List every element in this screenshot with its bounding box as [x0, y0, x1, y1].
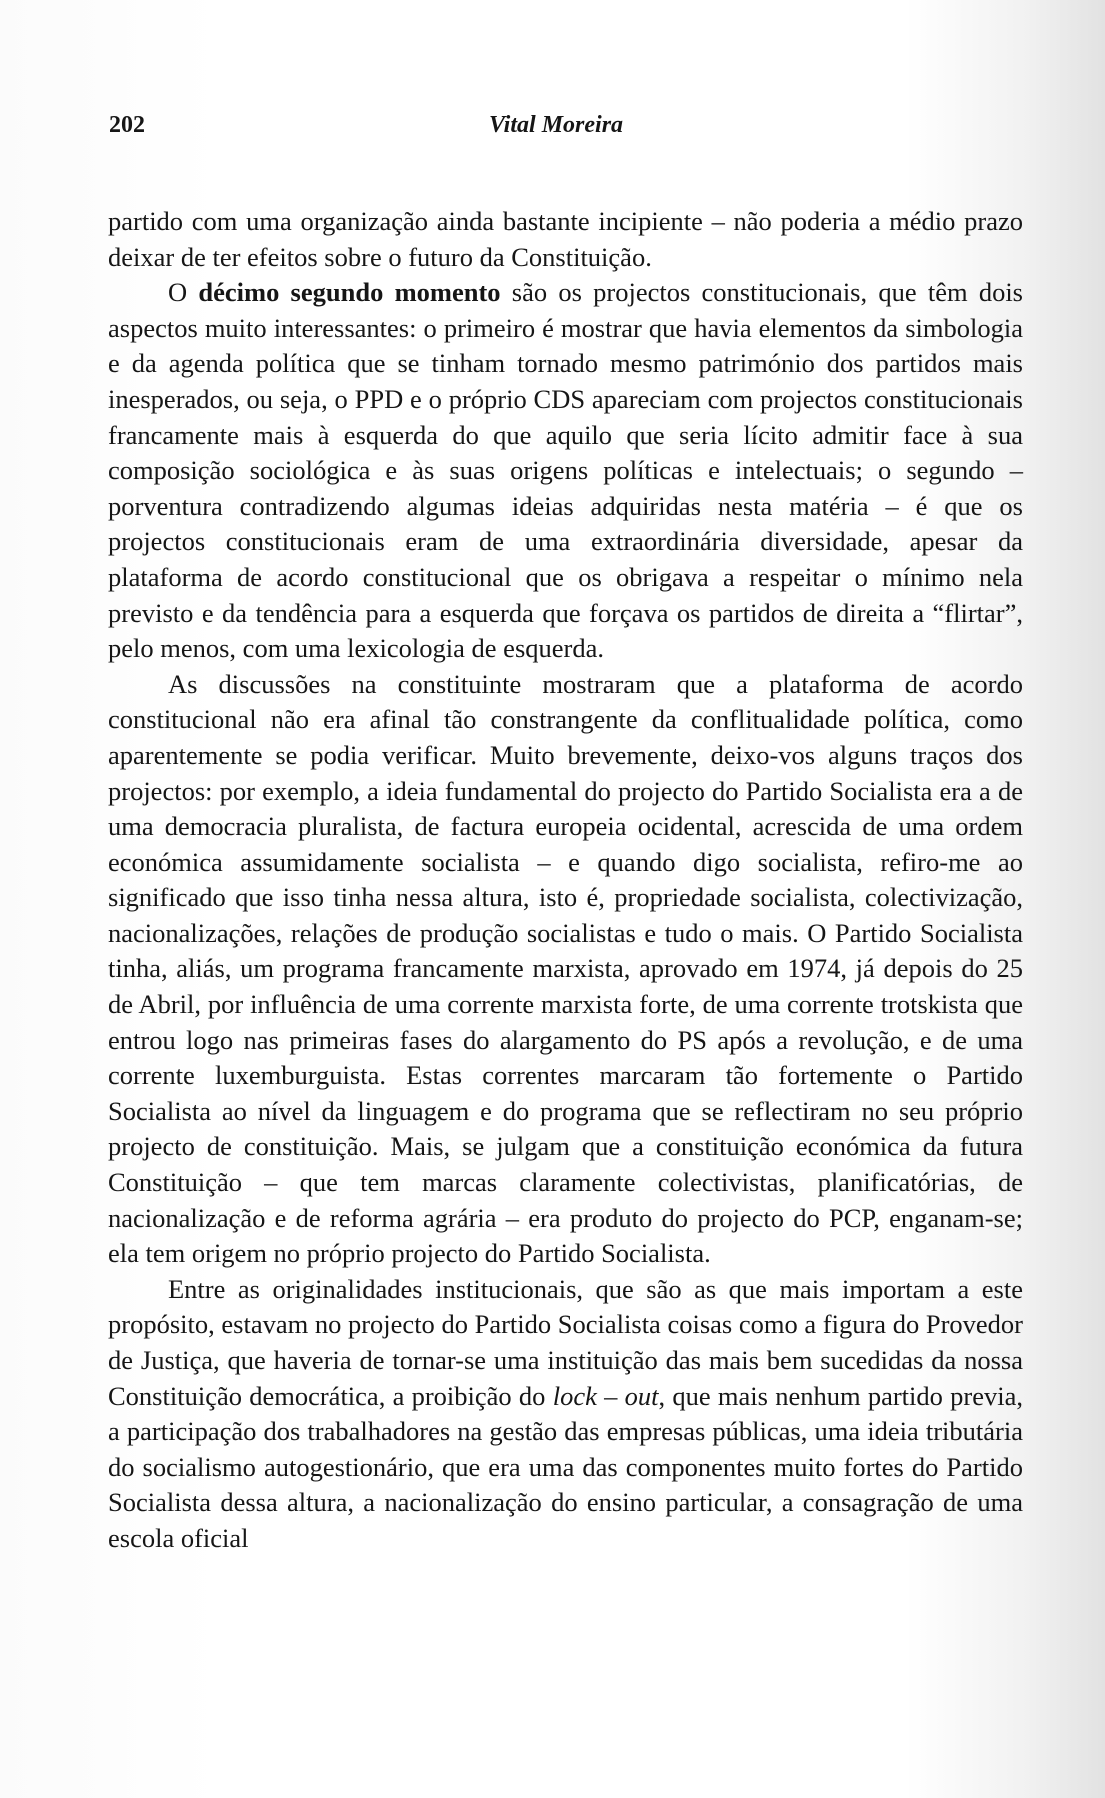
paragraph-4	[108, 1272, 1023, 1557]
page-header	[109, 112, 1019, 144]
text-segment: O	[168, 277, 199, 308]
text-segment: Entre as originalidades institucionais, que são as que mais importam a este propósito, estavam no projecto do Partido Socialista coisas como a figura do Provedor de Justiça, que haveria de tornar-se uma instituição das mais bem sucedidas da nossa Constituição democrática, a proibição do	[108, 1273, 1023, 1411]
body-text	[108, 204, 1023, 1557]
running-head-author: Vital Moreira	[489, 112, 624, 138]
paragraph-3	[108, 667, 1023, 1272]
page-number: 202	[109, 112, 145, 138]
bold-phrase: décimo segundo momento	[198, 277, 501, 308]
paragraph-2	[108, 275, 1023, 667]
text-segment: , que mais nenhum partido previa, a participação dos trabalhadores na gestão das empresas públicas, uma ideia tributária do socialismo autogestionário, que era uma das componentes muito fortes do Partido Socialista dessa altura, a nacionalização do ensino particular, a consagração de uma escola oficial	[108, 1380, 1023, 1553]
text-segment: partido com uma organização ainda bastante incipiente – não poderia a médio prazo deixar de ter efeitos sobre o futuro da Constituição.	[108, 206, 1023, 272]
italic-phrase: lock – out	[552, 1380, 659, 1411]
paragraph-1	[108, 204, 1023, 275]
text-segment: As discussões na constituinte mostraram que a plataforma de acordo constitucional não era afinal tão constrangente da conflitualidade política, como aparentemente se podia verificar. Muito brevemente, deixo-vos alguns traços dos projectos: por exemplo, a ideia fundamental do projecto do Partido Socialista era a de uma democracia pluralista, de factura europeia ocidental, acrescida de uma ordem económica assumidamente socialista – e quando digo socialista, refiro-me ao significado que isso tinha nessa altura, isto é, propriedade socialista, colectivização, nacionalizações, relações de produção socialistas e tudo o mais. O Partido Socialista tinha, aliás, um programa francamente marxista, aprovado em 1974, já depois do 25 de Abril, por influência de uma corrente marxista forte, de uma corrente trotskista que entrou logo nas primeiras fases do alargamento do PS após a revolução, e de uma corrente luxemburguista. Estas correntes marcaram tão fortemente o Partido Socialista ao nível da linguagem e do programa que se reflectiram no seu próprio projecto de constituição. Mais, se julgam que a constituição económica da futura Constituição – que tem marcas claramente colectivistas, planificatórias, de nacionalização e de reforma agrária – era produto do projecto do PCP, enganam-se; ela tem origem no próprio projecto do Partido Socialista.	[108, 668, 1023, 1269]
text-segment: são os projectos constitucionais, que têm dois aspectos muito interessantes: o primeiro é mostrar que havia elementos da simbologia e da agenda política que se tinham tornado mesmo património dos partidos mais inesperados, ou seja, o PPD e o próprio CDS apareciam com projectos constitucionais francamente mais à esquerda do que aquilo que seria lícito admitir face à sua composição sociológica e às suas origens políticas e intelectuais; o segundo – porventura contradizendo algumas ideias adquiridas nesta matéria – é que os projectos constitucionais eram de uma extraordinária diversidade, apesar da plataforma de acordo constitucional que os obrigava a respeitar o mínimo nela previsto e da tendência para a esquerda que forçava os partidos de direita a “flirtar”, pelo menos, com uma lexicologia de esquerda.	[108, 277, 1023, 664]
